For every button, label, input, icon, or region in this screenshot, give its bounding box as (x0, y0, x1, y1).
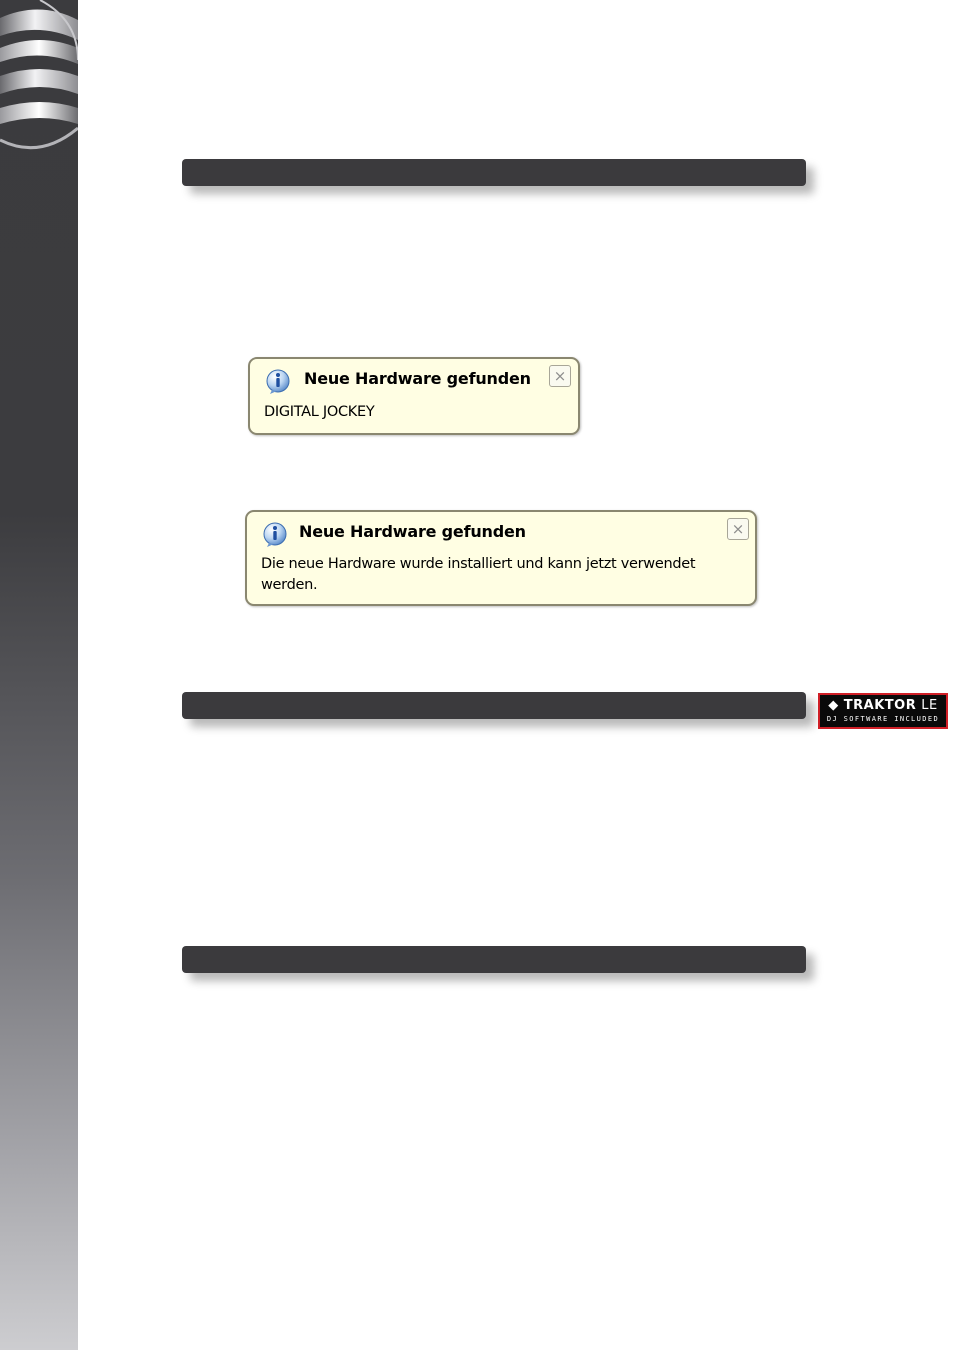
close-button[interactable]: × (727, 518, 749, 540)
page-sidebar (0, 0, 78, 1350)
balloon-message: DIGITAL JOCKEY (264, 404, 375, 420)
traktor-diamond-icon: ◆ (828, 698, 839, 713)
balloon-title: Neue Hardware gefunden (304, 369, 531, 388)
info-icon (264, 367, 292, 395)
balloon-title: Neue Hardware gefunden (299, 522, 526, 541)
section-header-bar (182, 692, 806, 719)
close-button[interactable]: × (549, 365, 571, 387)
balloon-message: Die neue Hardware wurde installiert und kann jetzt verwendet werden. (261, 556, 696, 593)
traktor-edition: LE (921, 698, 938, 713)
section-header-bar (182, 159, 806, 186)
traktor-brand: TRAKTOR (843, 698, 917, 713)
chrome-ring-logo (0, 0, 78, 160)
notification-balloon (248, 357, 580, 435)
traktor-logo (820, 698, 946, 714)
section-header-bar (182, 946, 806, 973)
traktor-tagline: DJ SOFTWARE INCLUDED (826, 715, 940, 723)
traktor-le-badge (818, 693, 948, 729)
info-icon (261, 520, 289, 548)
notification-balloon (245, 510, 757, 606)
